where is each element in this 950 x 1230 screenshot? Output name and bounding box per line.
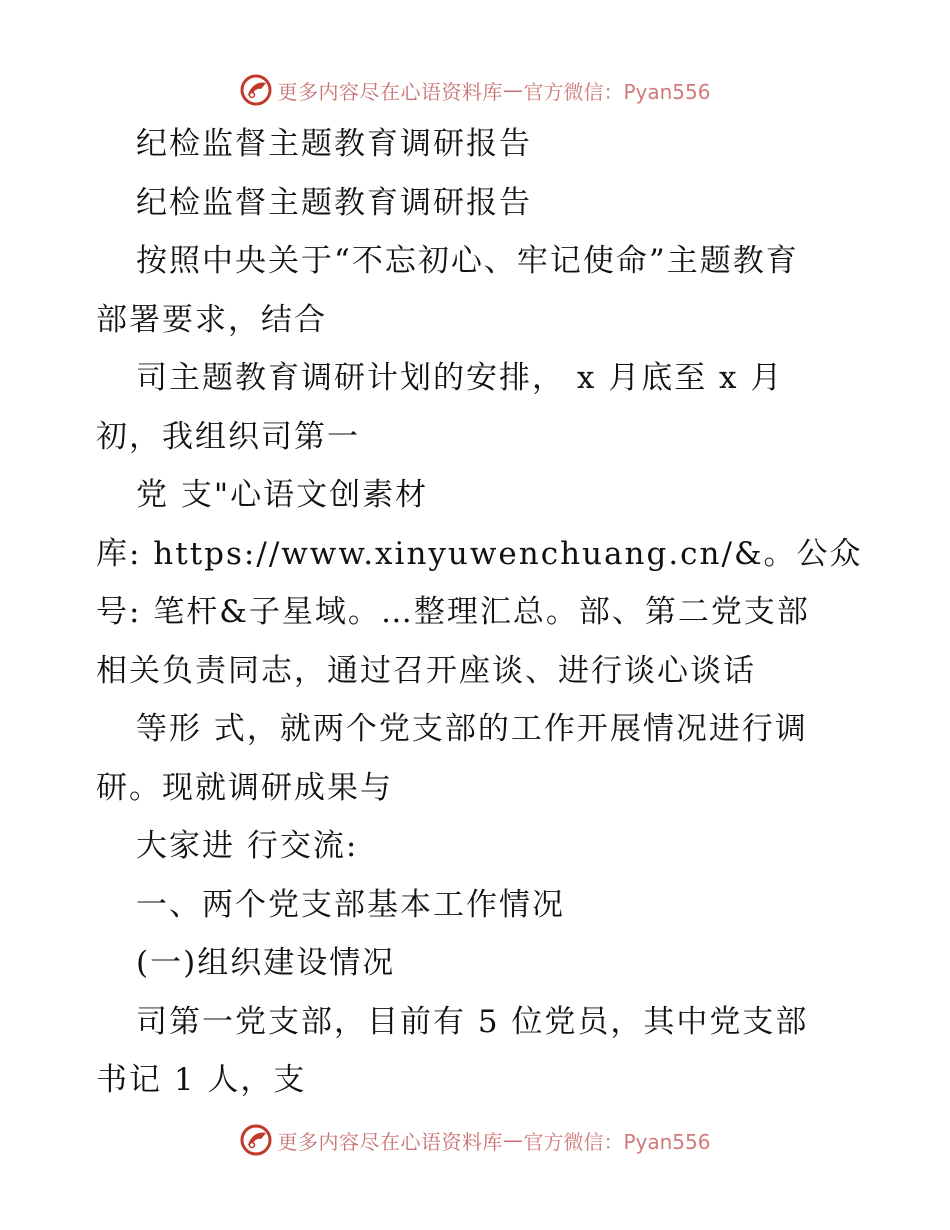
- doc-line: 司第一党支部，目前有 5 位党员，其中党支部: [136, 1003, 809, 1040]
- subsection-heading: (一)组织建设情况: [136, 945, 396, 981]
- doc-line: 司主题教育调研计划的安排， x 月底至 x 月: [136, 360, 784, 396]
- banner-wechat: 官方微信：Pyan556: [523, 1129, 711, 1154]
- doc-line: 库: https://www.xinyuwenchuang.cn/&。公众: [96, 535, 863, 572]
- doc-subtitle: 纪检监督主题教育调研报告: [136, 184, 532, 221]
- xinyu-logo-icon: [239, 73, 273, 107]
- footer-banner: [0, 1120, 950, 1160]
- banner-separator: —: [502, 78, 524, 102]
- doc-line: 等形 式，就两个党支部的工作开展情况进行调: [136, 711, 808, 747]
- doc-line: 党 支"心语文创素材: [136, 477, 429, 513]
- doc-line: 初，我组织司第一: [96, 418, 360, 455]
- doc-line: 研。现就调研成果与: [96, 769, 393, 806]
- doc-line: 大家进 行交流:: [136, 828, 359, 864]
- banner-wechat: 官方微信：Pyan556: [523, 79, 711, 104]
- doc-title: 纪检监督主题教育调研报告: [136, 126, 532, 162]
- banner-slogan: 更多内容尽在心语资料库: [277, 79, 503, 104]
- doc-line: 书记 1 人，支: [96, 1062, 307, 1098]
- doc-line: 按照中央关于“不忘初心、牢记使命”主题教育: [136, 243, 799, 279]
- header-banner: [0, 70, 950, 110]
- xinyu-logo-icon: [239, 1123, 273, 1157]
- banner-slogan: 更多内容尽在心语资料库: [277, 1129, 503, 1154]
- document-body: [96, 115, 863, 1110]
- doc-line: 号: 笔杆&子星域。…整理汇总。部、第二党支部: [96, 594, 810, 630]
- section-heading: 一、两个党支部基本工作情况: [136, 886, 565, 923]
- banner-separator: —: [502, 1128, 524, 1152]
- doc-line: 部署要求，结合: [96, 301, 327, 338]
- doc-line: 相关负责同志，通过召开座谈、进行谈心谈话: [96, 652, 756, 689]
